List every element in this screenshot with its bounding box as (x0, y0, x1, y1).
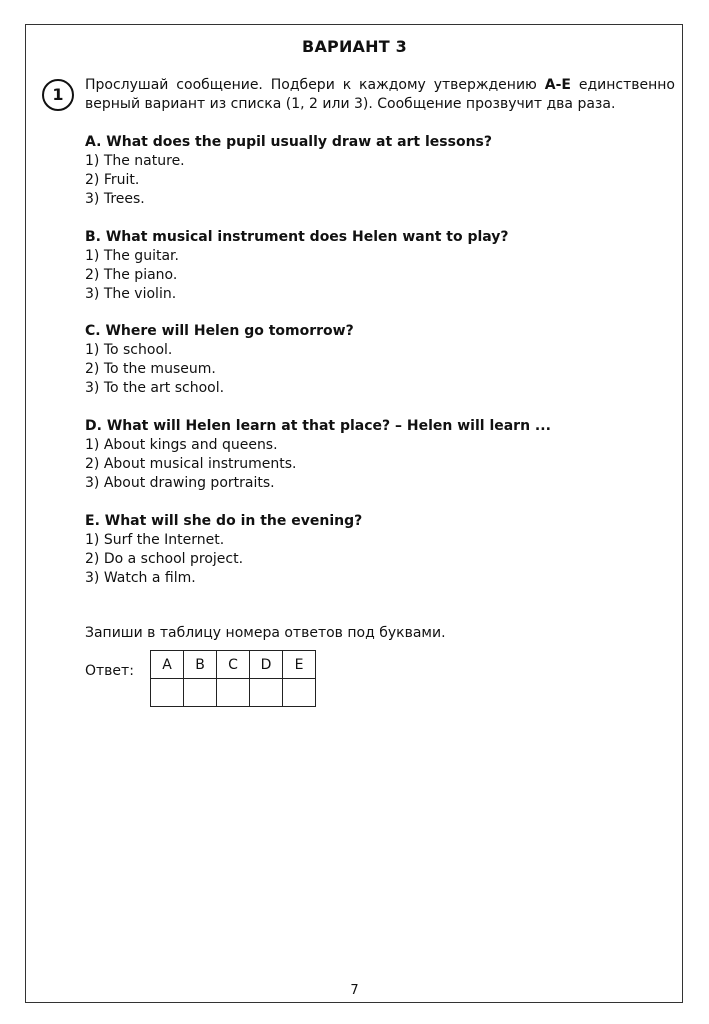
answer-option: 2) The piano. (85, 267, 178, 283)
intro-letters-range: A-E (544, 77, 571, 93)
answer-header-e: E (283, 651, 316, 679)
question-d (85, 417, 551, 493)
page-number: 7 (350, 983, 359, 998)
answer-option: 2) Do a school project. (85, 551, 244, 567)
answer-option: 3) Watch a film. (85, 570, 196, 586)
answer-cell-b[interactable] (184, 679, 217, 707)
answer-option: 2) About musical instruments. (85, 456, 297, 472)
answer-option: 1) To school. (85, 342, 173, 358)
question-c (85, 322, 354, 398)
answer-cell-c[interactable] (217, 679, 250, 707)
question-text: D. What will Helen learn at that place? – Helen will learn ... (85, 418, 551, 434)
question-text: E. What will she do in the evening? (85, 513, 363, 529)
answer-header-a: A (151, 651, 184, 679)
answer-option: 3) About drawing portraits. (85, 475, 275, 491)
question-text: B. What musical instrument does Helen want to play? (85, 229, 509, 245)
answer-option: 1) The guitar. (85, 248, 179, 264)
answer-table (150, 650, 316, 707)
answer-option: 1) About kings and queens. (85, 437, 278, 453)
answer-table-input-row (151, 679, 316, 707)
intro-text-end: единственно верный вариант из списка (1, 2 или 3). Сообщение прозвучит два раза. (85, 77, 675, 112)
answer-option: 3) To the art school. (85, 380, 225, 396)
variant-title: ВАРИАНТ 3 (302, 37, 407, 56)
answer-header-c: C (217, 651, 250, 679)
answer-option: 3) The violin. (85, 286, 177, 302)
answer-table-header-row (151, 651, 316, 679)
question-a (85, 133, 492, 209)
question-text: A. What does the pupil usually draw at art lessons? (85, 134, 492, 150)
answer-header-d: D (250, 651, 283, 679)
question-b (85, 228, 509, 304)
question-e (85, 512, 362, 588)
answer-option: 2) To the museum. (85, 361, 216, 377)
answer-option: 2) Fruit. (85, 172, 140, 188)
answer-cell-e[interactable] (283, 679, 316, 707)
question-text: C. Where will Helen go tomorrow? (85, 323, 354, 339)
answer-header-b: B (184, 651, 217, 679)
answer-label: Ответ: (85, 663, 134, 679)
task-instructions (85, 76, 675, 114)
intro-text-start: Прослушай сообщение. Подбери к каждому утверждению (85, 77, 545, 93)
answer-cell-d[interactable] (250, 679, 283, 707)
answer-option: 1) Surf the Internet. (85, 532, 225, 548)
task-number-badge: 1 (42, 79, 74, 111)
table-instruction: Запиши в таблицу номера ответов под буквами. (85, 625, 446, 641)
answer-cell-a[interactable] (151, 679, 184, 707)
answer-option: 1) The nature. (85, 153, 185, 169)
answer-option: 3) Trees. (85, 191, 145, 207)
